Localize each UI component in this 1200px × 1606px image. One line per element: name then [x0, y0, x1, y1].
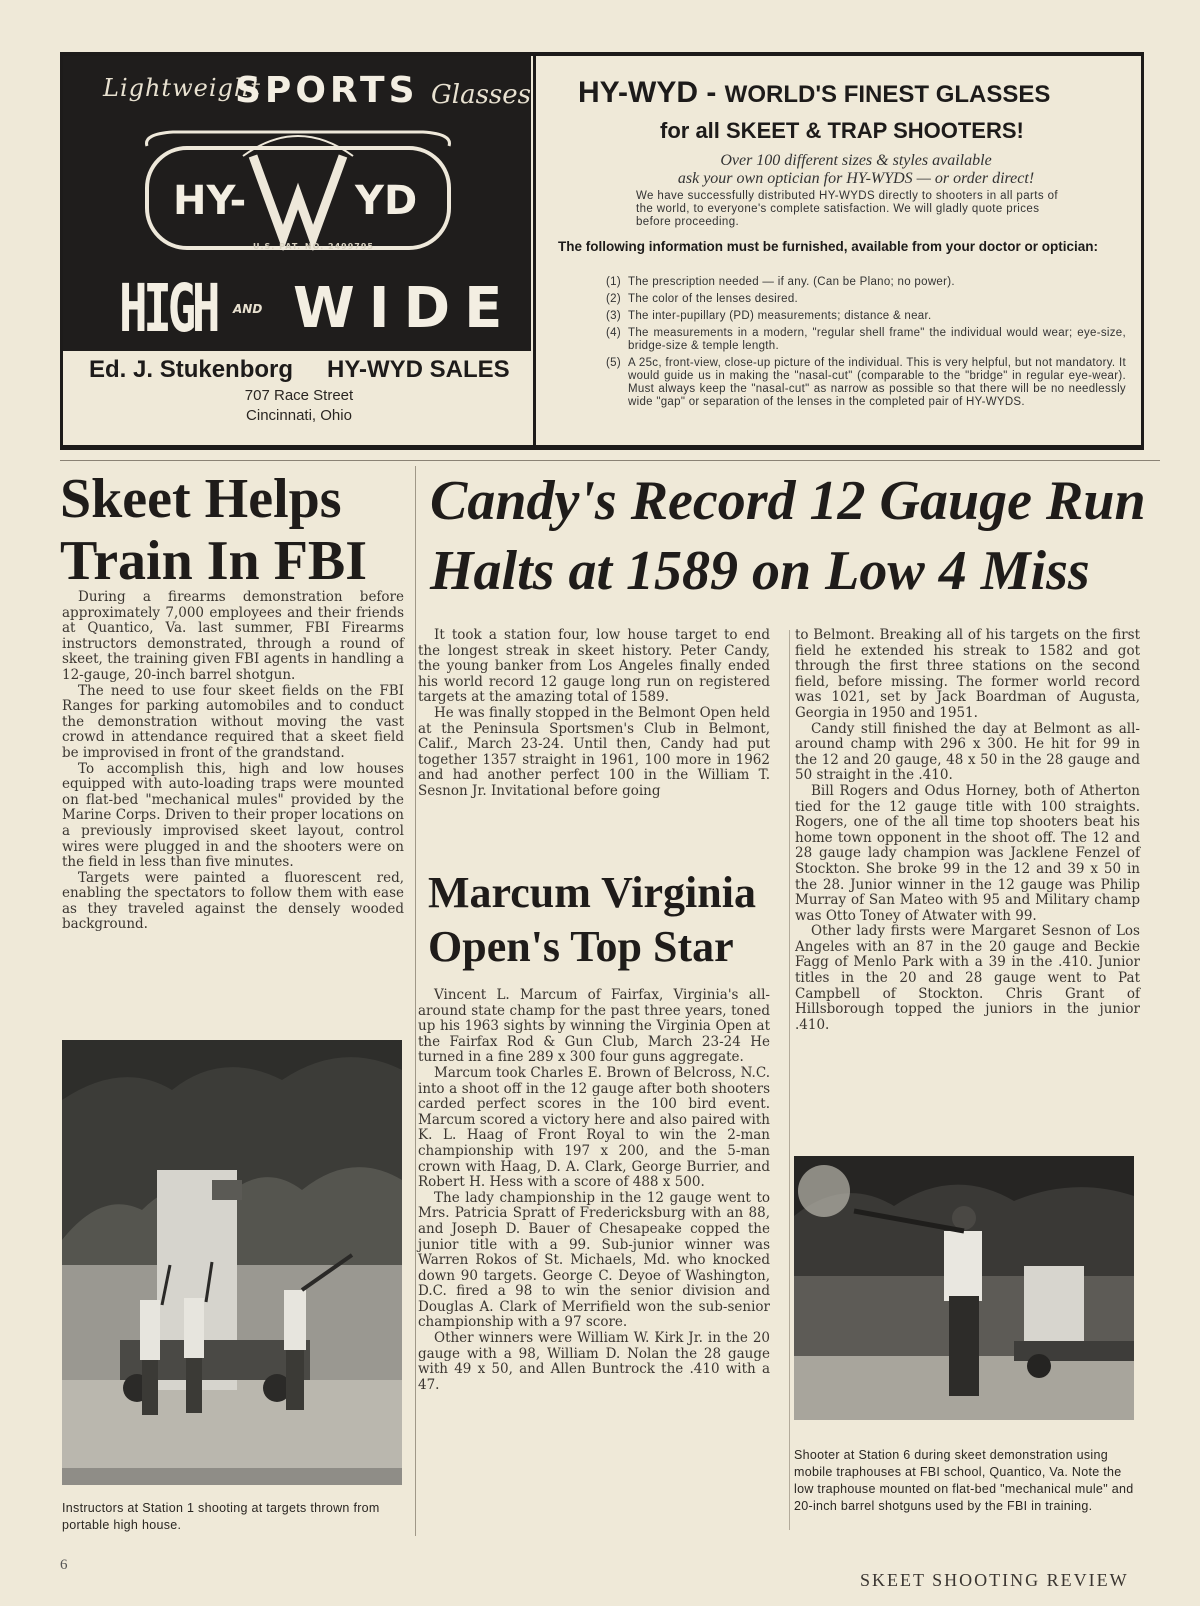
logo-sports-text: SPORTS — [235, 70, 419, 111]
logo-patent-text: U.S. PAT. NO. 2499795 — [253, 242, 374, 251]
ad-requirement-item: (4) The measurements in a modern, "regular shell frame" the individual would wear; eye-size, bridge-size & temple length. — [606, 327, 1126, 352]
paragraph: to Belmont. Breaking all of his targets on the first field he extended his streak to 1582 and got through the first three stations on the second field, before missing. The former world record was 1021, set by Jack Boardman of Augusta, Georgia in 1950 and 1951. — [795, 627, 1140, 721]
ad-headline-main: WORLD'S FINEST GLASSES — [724, 81, 1051, 108]
photo-station-1-instructors — [62, 1040, 402, 1485]
ad-requirements-list — [606, 276, 1126, 413]
logo-and-text: AND — [233, 302, 263, 316]
logo-lightweight-text: Lightweight — [103, 74, 261, 102]
ad-contact-city: Cincinnati, Ohio — [246, 407, 352, 424]
candy-headline-line-1: Candy's Record 12 Gauge Run — [430, 470, 1146, 532]
page-number: 6 — [60, 1557, 68, 1573]
marcum-article-headline — [428, 866, 778, 974]
hy-wyd-advertisement — [60, 52, 1144, 450]
fbi-headline-line-1: Skeet Helps — [60, 468, 342, 530]
ad-text-column — [533, 56, 1141, 448]
paragraph: The lady championship in the 12 gauge went to Mrs. Patricia Spratt of Fredericksburg with an 88, and Joseph D. Bauer of Chesapeake copped the junior title with a 99. Sub-junior winner was Warren Rokos of St. Michaels, Md. who knocked down 90 targets. George C. Deyoe of Washington, D.C. fired a 98 to win the senior division and Douglas A. Clark of Merrifield won the sub-senior championship with a 97 score. — [418, 1189, 770, 1331]
ad-contact-address — [209, 386, 389, 426]
ad-requirement-item: (5) A 25c, front-view, close-up picture of the individual. This is very helpful, but not mandatory. It would guide us in making the "nasal-cut" (comparable to the "bridge" in regular eye-wear). Must always keep the "nasal-cut" as narrow as possible so that there will be no needlessly wide "gap" or separation of the lenses in the completed pair of HY-WYDS. — [606, 357, 1126, 408]
paragraph: Bill Rogers and Odus Horney, both of Atherton tied for the 12 gauge title with 100 straights. Rogers, one of the all time top shooters beat his home town opponent in the shoot off. The 12 and 28 gauge lady champion was Jacklene Fenzel of Stockton. She broke 99 in the 12 and 39 x 50 in the 28. Junior winner in the 12 gauge was Philip Murray of San Mateo with 95 and Military champ was Otto Toney of Atwater with 99. — [795, 782, 1140, 924]
section-divider — [60, 460, 1160, 461]
ad-contact-name: Ed. J. Stukenborg — [89, 356, 294, 383]
marcum-headline-line-1: Marcum Virginia — [428, 868, 756, 917]
ad-italic-tagline — [576, 152, 1136, 188]
column-divider — [415, 466, 416, 1536]
ad-contact-company: HY-WYD SALES — [327, 356, 510, 383]
paragraph: Marcum took Charles E. Brown of Belcross, N.C. into a shoot off in the 12 gauge after both shooters carded perfect scores in the 100 bird event. Marcum scored a victory here and also paired with K. L. Haag of Front Royal to win the 2-man championship with 197 x 200, and the 5-man crown with Haag, D. A. Clark, George Burrier, and Robert H. Hess with a score of 488 x 500. — [418, 1064, 770, 1191]
paragraph: He was finally stopped in the Belmont Open held at the Peninsula Sportsmen's Club in Belmont, Calif., March 23-24. Until then, Candy had put together 1357 straight in 1961, 100 more in 1962 and had another perfect 100 in the William T. Sesnon Jr. Invitational before going — [418, 704, 770, 799]
paragraph: Other lady firsts were Margaret Sesnon of Los Angeles with an 87 in the 20 gauge and Beckie Fagg of Menlo Park with a 39 in the .410. Junior titles in the 20 and 28 gauge went to Pat Campbell of Stockton. Chris Grant of Hillsborough topped the juniors in the junior .410. — [795, 923, 1140, 1033]
candy-article-body-part-1 — [418, 628, 770, 800]
paragraph: Targets were painted a fluorescent red, enabling the spectators to follow them with ease as they traveled against the densely wooded background. — [62, 869, 404, 933]
photo-station-6-shooter — [794, 1156, 1134, 1420]
ad-intro-text: We have successfully distributed HY-WYDS directly to shooters in all parts of the world, to everyone's complete satisfaction. We will gladly quote prices before proceeding. — [636, 190, 1058, 228]
logo-brand-left: HY- — [173, 178, 247, 224]
photo-caption-station-1: Instructors at Station 1 shooting at targets thrown from portable high house. — [62, 1501, 380, 1532]
marcum-article-body — [418, 988, 770, 1393]
logo-glasses-text: Glasses — [431, 80, 532, 110]
candy-article-body-part-2 — [795, 628, 1140, 1033]
ad-contact-street: 707 Race Street — [244, 387, 354, 404]
ad-requirements-heading: The following information must be furnished, available from your doctor or optician: — [558, 239, 1099, 254]
candy-article-headline — [430, 466, 1150, 606]
logo-wide-text: WIDE — [293, 276, 517, 341]
fbi-article-body — [62, 590, 404, 933]
ad-requirement-item: (1) The prescription needed — if any. (Can be Plano; no power). — [606, 276, 955, 288]
paragraph: The need to use four skeet fields on the FBI Ranges for parking automobiles and to conduct the demonstration without moving the vast crowd in attendance required that a skeet field be improvised in front of the grandstand. — [62, 682, 404, 761]
paragraph: During a firearms demonstration before approximately 7,000 employees and their friends at Quantico, Va. last summer, FBI Firearms instructors demonstrated, through a round of skeet, the training given FBI agents in handling a 12-gauge, 20-inch barrel shotgun. — [62, 589, 404, 683]
ad-requirement-item: (2) The color of the lenses desired. — [606, 293, 799, 305]
ad-headline — [578, 76, 1050, 110]
hy-wyd-logo — [63, 56, 531, 351]
running-title: SKEET SHOOTING REVIEW — [860, 1570, 1129, 1590]
paragraph: Candy still finished the day at Belmont as all-around champ with 296 x 300. He hit for 99 in the 12 and 20 gauge, 48 x 50 in the 28 gauge and 50 straight in the .410. — [795, 720, 1140, 784]
paragraph: Vincent L. Marcum of Fairfax, Virginia's all-around state champ for the past three years, toned up his 1963 sights by winning the Virginia Open at the Fairfax Rod & Gun Club, March 23-24 He turned in a fine 289 x 300 four guns aggregate. — [418, 987, 770, 1066]
paragraph: It took a station four, low house target to end the longest streak in skeet history. Peter Candy, the young banker from Los Angeles finally ended his world record 12 gauge long run on registered targets at the amazing total of 1589. — [418, 627, 770, 706]
ad-logo-column — [63, 56, 531, 448]
logo-high-text: HIGH — [119, 270, 217, 347]
logo-brand-right: YD — [355, 178, 418, 224]
marcum-headline-line-2: Open's Top Star — [428, 922, 734, 971]
fbi-headline-line-2: Train In FBI — [60, 530, 368, 592]
column-divider — [789, 630, 790, 1530]
photo-caption-station-6: Shooter at Station 6 during skeet demonstration using mobile traphouses at FBI school, Quantico, Va. Note the low traphouse mounted on flat-bed "mechanical mule" and 20-inch barrel shotguns used by the FBI in training. — [794, 1448, 1134, 1513]
paragraph: Other winners were William W. Kirk Jr. in the 20 gauge with a 98, William D. Nolan the 28 gauge with 49 x 50, and Allen Buntrock the .410 with a 47. — [418, 1330, 770, 1393]
ad-italic-line-1: Over 100 different sizes & styles available — [720, 152, 992, 169]
ad-italic-line-2: ask your own optician for HY-WYDS — or order direct! — [677, 170, 1035, 187]
fbi-article-headline — [60, 468, 410, 592]
paragraph: To accomplish this, high and low houses equipped with auto-loading traps were mounted on flat-bed "mechanical mules" provided by the Marine Corps. Driven to their proper locations on a previously improvised skeet layout, control wires were plugged in and the shooters were on the field in less than five minutes. — [62, 760, 404, 871]
ad-subhead: for all SKEET & TRAP SHOOTERS! — [660, 118, 1024, 143]
ad-headline-prefix: HY-WYD - — [578, 76, 725, 109]
candy-headline-line-2: Halts at 1589 on Low 4 Miss — [430, 540, 1090, 602]
ad-requirement-item: (3) The inter-pupillary (PD) measurements; distance & near. — [606, 310, 932, 322]
